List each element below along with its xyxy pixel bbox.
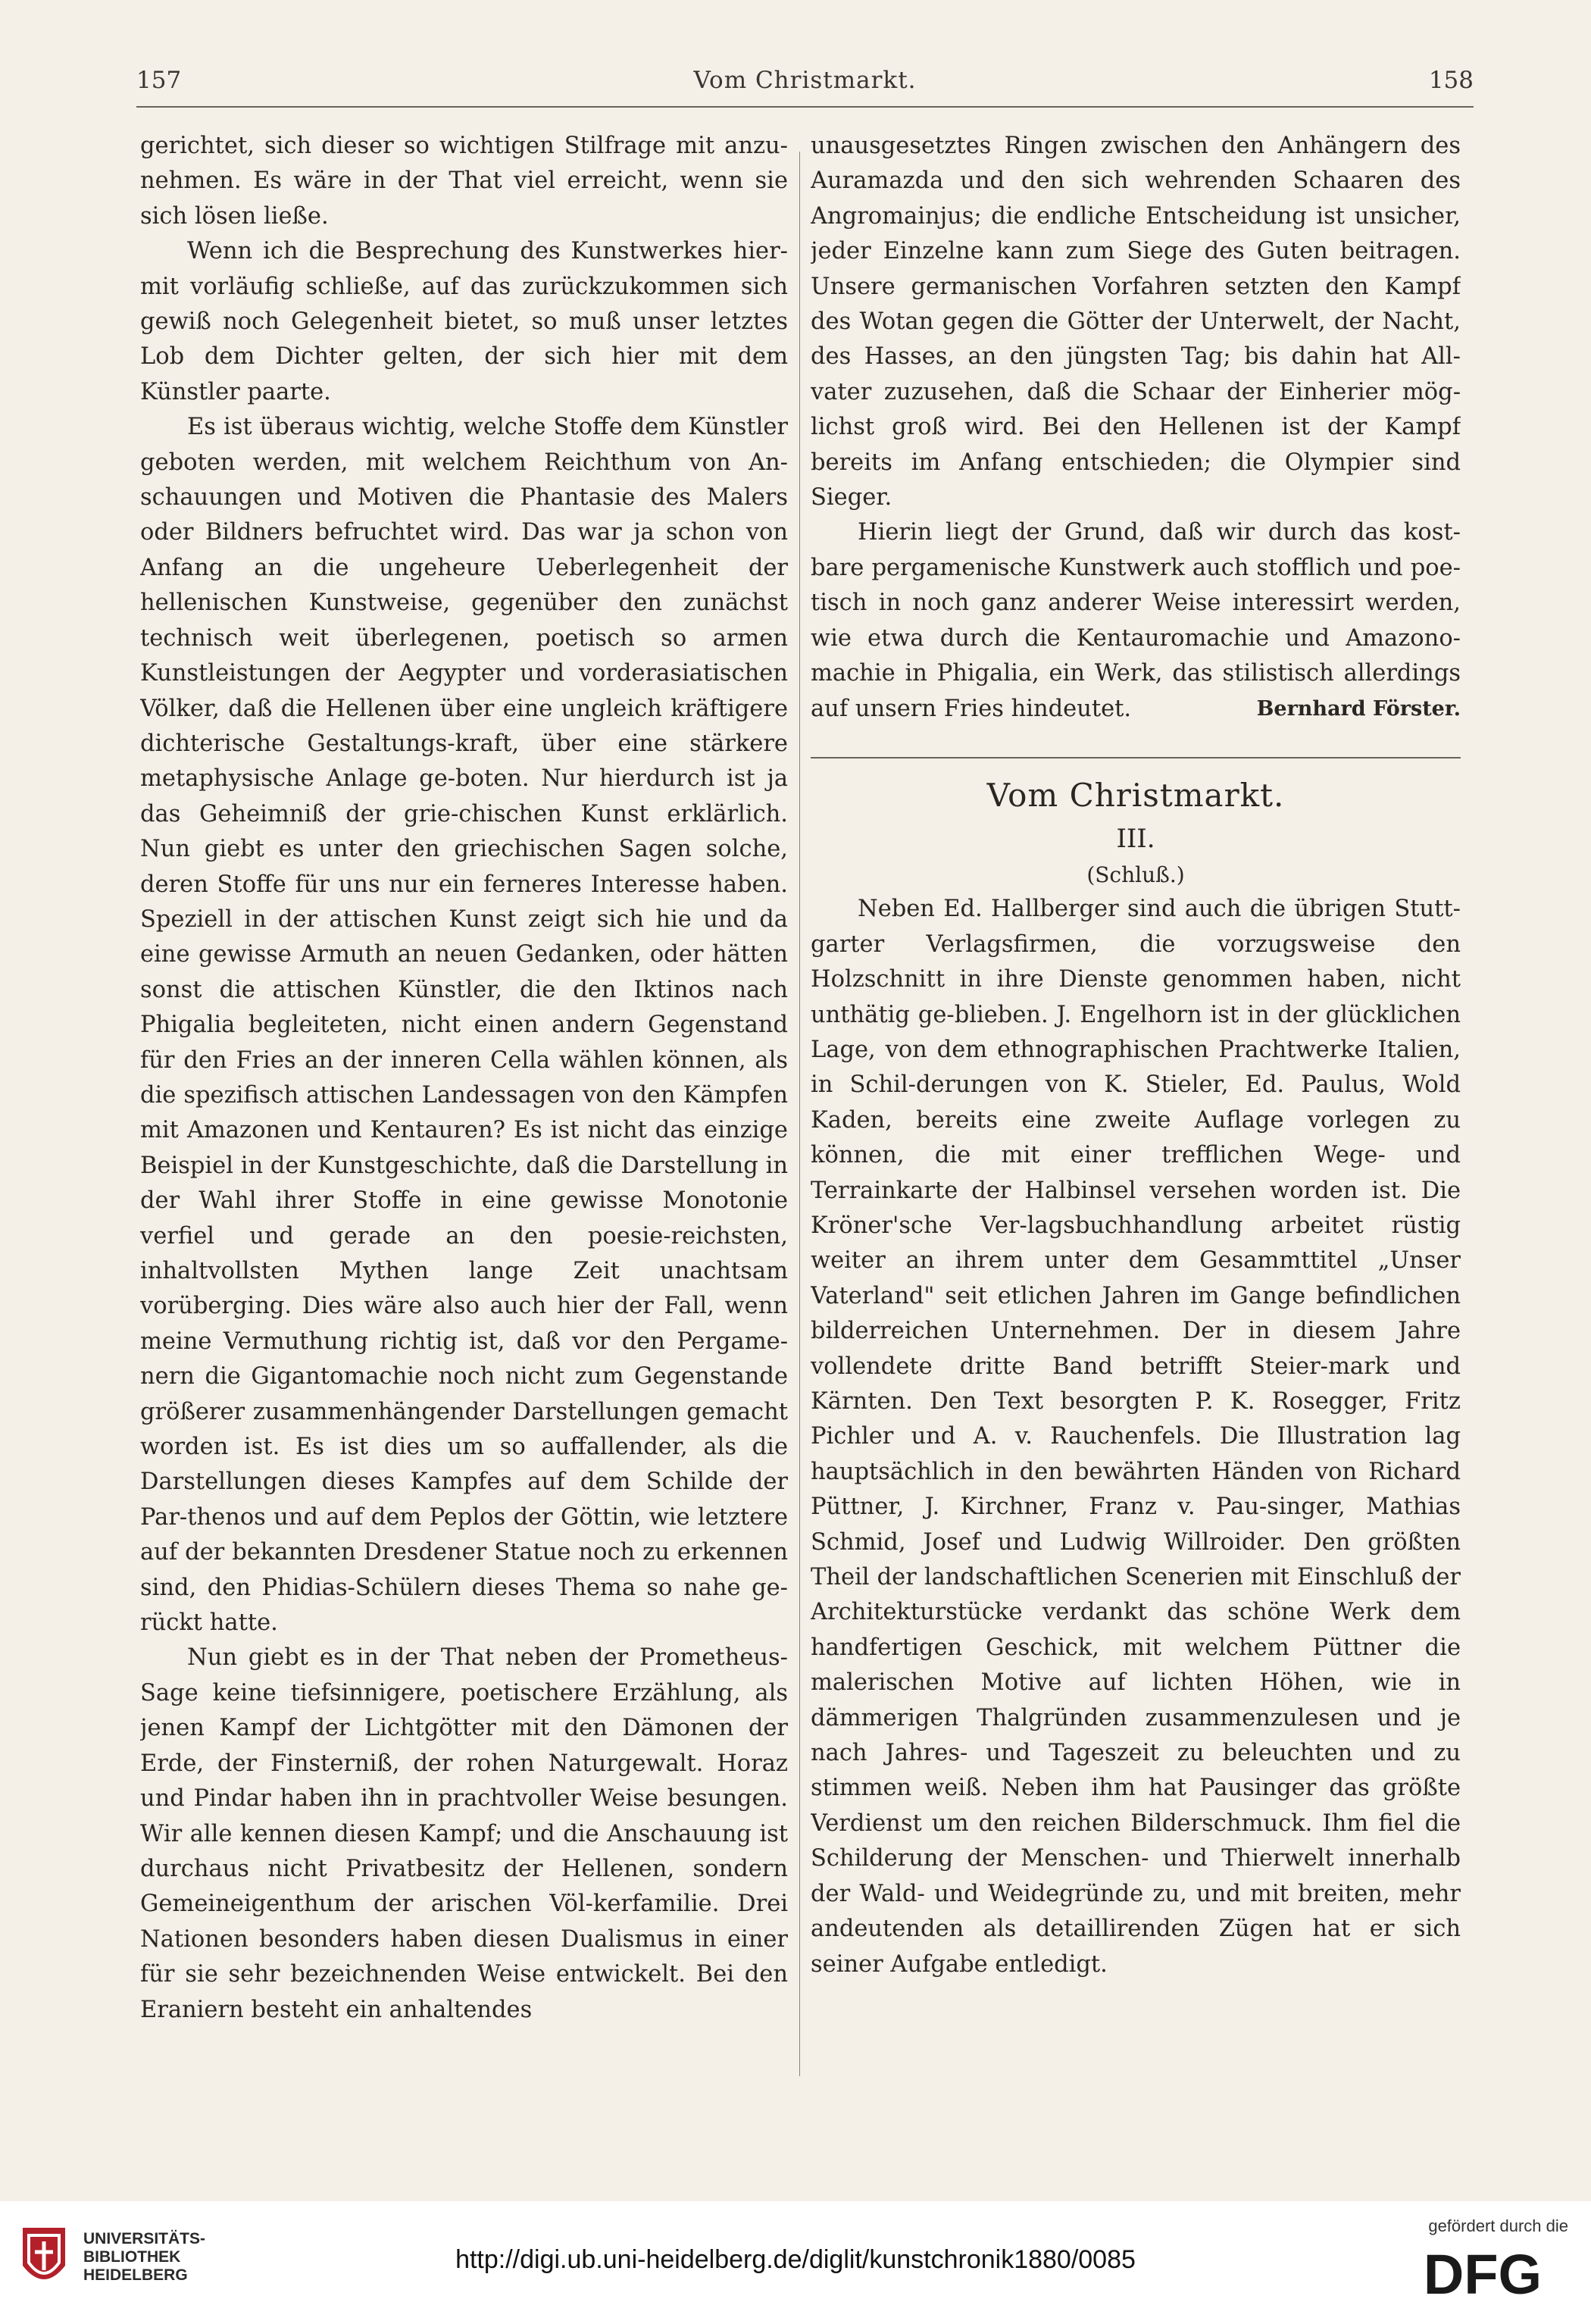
- paragraph: Neben Ed. Hallberger sind auch die übrigen Stutt-garter Verlagsfirmen, die vorzugsweise den Holzschnitt in ihre Dienste genommen haben, nicht unthätig ge-blieben. J. Engelhorn ist in der glücklichen Lage, von dem ethnographischen Prachtwerke Italien, in Schil-derungen von K. Stieler, Ed. Paulus, Wold Kaden, bereits eine zweite Auflage vorlegen zu können, die mit einer trefflichen Wege- und Terrainkarte der Halbinsel versehen worden ist. Die Kröner'sche Ver-lagsbuchhandlung arbeitet rüstig weiter an ihrem unter dem Gesammttitel „Unser Vaterland" seit etlichen Jahren im Gange befindlichen bilderreichen Unternehmen. Der in diesem Jahre vollendete dritte Band betrifft Steier-mark und Kärnten. Den Text besorgten P. K. Rosegger, Fritz Pichler und A. v. Rauchenfels. Die Illustration lag hauptsächlich in den bewährten Händen von Richard Püttner, J. Kirchner, Franz v. Pau-singer, Mathias Schmid, Josef und Ludwig Willroider. Den größten Theil der landschaftlichen Scenerien mit Einschluß der Architekturstücke verdankt das schöne Werk dem handfertigen Geschick, mit welchem Püttner die malerischen Motive auf lichten Höhen, wie in dämmerigen Thalgründen zusammenzulesen und je nach Jahres- und Tageszeit zu beleuchten und zu stimmen weiß. Neben ihm hat Pausinger das größte Verdienst um den reichen Bilderschmuck. Ihm fiel die Schilderung der Menschen- und Thierwelt innerhalb der Wald- und Weidegründe zu, und mit breiten, mehr andeutenden als detaillirenden Zügen hat er sich seiner Aufgabe entledigt.: [811, 896, 1461, 1978]
- running-header: [136, 67, 1474, 105]
- left-column: [140, 129, 788, 2084]
- new-article-body: [811, 892, 1461, 1982]
- section-divider: [811, 757, 1461, 759]
- header-rule: [136, 106, 1474, 108]
- digitization-footer: [0, 2201, 1591, 2324]
- dfg-logo-text: DFG: [1423, 2244, 1543, 2304]
- column-divider: [799, 152, 800, 2076]
- article-continuation: [811, 129, 1461, 727]
- institution-line-1: UNIVERSITÄTS-: [83, 2230, 206, 2247]
- paragraph: Wenn ich die Besprechung des Kunstwerkes hier-mit vorläufig schließe, auf das zurückzukommen sich gewiß noch Gelegenheit bietet, so muß unser letztes Lob dem Dichter gelten, der sich hier mit dem Künstler paarte.: [140, 238, 788, 405]
- author-signature: Bernhard Förster.: [1256, 696, 1461, 721]
- right-column: [811, 129, 1461, 2084]
- page-number-right: 158: [1428, 67, 1474, 94]
- page-number-left: 157: [136, 67, 182, 94]
- permalink-url[interactable]: http://digi.ub.uni-heidelberg.de/diglit/kunstchronik1880/0085: [455, 2245, 1136, 2274]
- section-number: III.: [1116, 824, 1155, 855]
- section-title: Vom Christmarkt.: [986, 777, 1285, 815]
- paragraph: Nun giebt es in der That neben der Prometheus-Sage keine tiefsinnigere, poetischere Erzählung, als jenen Kampf der Lichtgötter mit den Dämonen der Erde, der Finsterniß, der rohen Naturgewalt. Horaz und Pindar haben ihn in prachtvoller Weise besungen. Wir alle kennen diesen Kampf; und die Anschauung ist durchaus nicht Privatbesitz der Hellenen, sondern Gemeineigenthum der arischen Völ-kerfamilie. Drei Nationen besonders haben diesen Dualismus in einer für sie sehr bezeichnenden Weise entwickelt. Bei den Eraniern besteht ein anhaltendes: [140, 1644, 788, 2023]
- paragraph: Hierin liegt der Grund, daß wir durch das kost-bare pergamenische Kunstwerk auch stofflich und poe-tisch in noch ganz anderer Weise interessirt werden, wie etwa durch die Kentauromachie und Amazono-machie in Phigalia, ein Werk, das stilistisch allerdings auf unsern Fries hindeutet.: [811, 519, 1461, 722]
- paragraph: gerichtet, sich dieser so wichtigen Stilfrage mit anzu-nehmen. Es wäre in der That viel erreicht, wenn sie sich lösen ließe.: [140, 133, 788, 230]
- institution-line-2: BIBLIOTHEK: [83, 2248, 181, 2266]
- institution-line-3: HEIDELBERG: [83, 2266, 188, 2284]
- funded-by-label: gefördert durch die: [1428, 2216, 1568, 2235]
- running-title: Vom Christmarkt.: [693, 67, 917, 94]
- paragraph: unausgesetztes Ringen zwischen den Anhängern des Auramazda und den sich wehrenden Schaaren des Angromainjus; die endliche Entscheidung ist unsicher, jeder Einzelne kann zum Siege des Guten beitragen. Unsere germanischen Vorfahren setzten den Kampf des Wotan gegen die Götter der Unterwelt, der Nacht, des Hasses, an den jüngsten Tag; bis dahin hat All-vater zuzusehen, daß die Schaar der Einherier mög-lichst groß wird. Bei den Hellenen ist der Kampf bereits im Anfang entschieden; die Olympier sind Sieger.: [811, 133, 1461, 511]
- section-subtitle: (Schluß.): [1086, 862, 1185, 888]
- dfg-logo-icon: [1396, 2244, 1570, 2304]
- paragraph: Es ist überaus wichtig, welche Stoffe dem Künstler geboten werden, mit welchem Reichthum von An-schauungen und Motiven die Phantasie des Malers oder Bildners befruchtet wird. Das war ja schon von Anfang an die ungeheure Ueberlegenheit der hellenischen Kunstweise, gegenüber den zunächst technisch weit überlegenen, poetisch so armen Kunstleistungen der Aegypter und vorderasiatischen Völker, daß die Hellenen über eine ungleich kräftigere dichterische Gestaltungs-kraft, über eine stärkere metaphysische Anlage ge-boten. Nur hierdurch ist ja das Geheimniß der grie-chischen Kunst erklärlich. Nun giebt es unter den griechischen Sagen solche, deren Stoffe für uns nur ein ferneres Interesse haben. Speziell in der attischen Kunst zeigt sich hie und da eine gewisse Armuth an neuen Gedanken, oder hätten sonst die attischen Künstler, die den Iktinos nach Phigalia begleiteten, nicht einen andern Gegenstand für den Fries an der inneren Cella wählen können, als die spezifisch attischen Landessagen von den Kämpfen mit Amazonen und Kentauren? Es ist nicht das einzige Beispiel in der Kunstgeschichte, daß die Darstellung in der Wahl ihrer Stoffe in eine gewisse Monotonie verfiel und gerade an den poesie-reichsten, inhaltvollsten Mythen lange Zeit unachtsam vorüberging. Dies wäre also auch hier der Fall, wenn meine Vermuthung richtig ist, daß vor den Pergame-nern die Gigantomachie noch nicht zum Gegenstande größerer zusammenhängender Darstellungen gemacht worden ist. Es ist dies um so auffallender, als die Darstellungen dieses Kampfes auf dem Schilde der Par-thenos und auf dem Peplos der Göttin, wie letztere auf der bekannten Dresdener Statue noch zu erkennen sind, den Phidias-Schülern dieses Thema so nahe ge-rückt hatte.: [140, 414, 788, 1637]
